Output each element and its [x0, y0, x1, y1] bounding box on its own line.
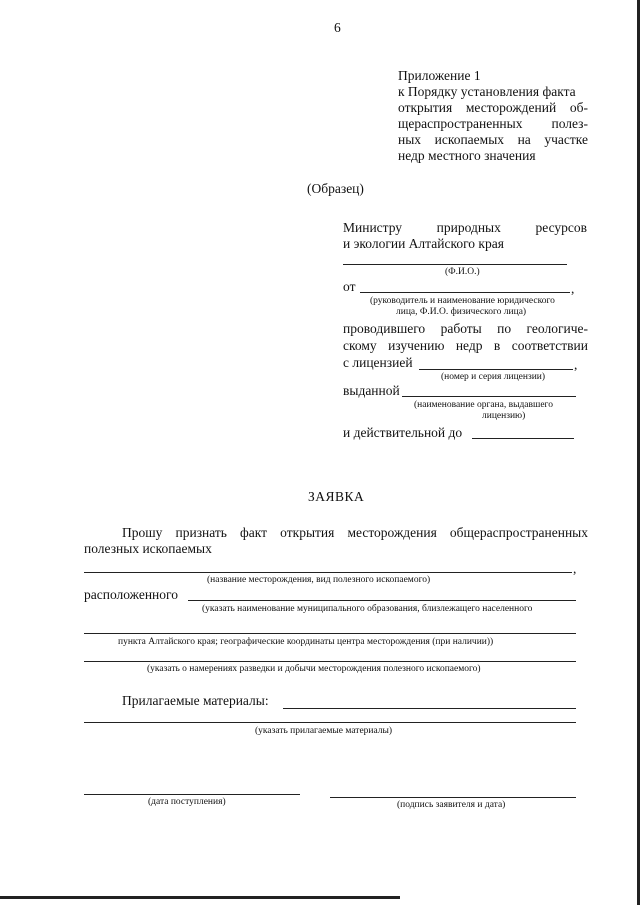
license-field-line: [419, 369, 573, 370]
from-caption: лица, Ф.И.О. физического лица): [396, 307, 527, 317]
appendix-title: Приложение 1: [398, 68, 481, 83]
issued-caption: лицензию): [482, 411, 526, 421]
materials-caption: (указать прилагаемые материалы): [255, 726, 393, 736]
license-label: с лицензией: [343, 355, 413, 370]
issued-field-line: [402, 396, 576, 397]
from-label: от: [343, 279, 356, 294]
materials-field-line-2: [84, 722, 576, 723]
deposit-name-caption: (название месторождения, вид полезного ископаемого): [207, 575, 431, 585]
materials-field-line-1: [283, 708, 576, 709]
appendix-line: недр местного значения: [398, 148, 536, 163]
from-caption: (руководитель и наименование юридического: [370, 296, 555, 306]
addressee-line-2: и экологии Алтайского края: [343, 236, 504, 251]
signature-caption: (подпись заявителя и дата): [397, 800, 506, 810]
addressee-word: Министру: [343, 220, 403, 235]
deposit-name-line: [84, 572, 572, 573]
geo-line: скому изучению недр в соответствии: [343, 338, 588, 353]
scan-edge-bottom: [0, 896, 400, 899]
appendix-line: щераспространенных полез-: [398, 116, 588, 131]
signature-field-line: [330, 797, 576, 798]
license-caption: (номер и серия лицензии): [441, 372, 546, 382]
appendix-block: [398, 68, 588, 164]
located-field-line: [188, 600, 576, 601]
geo-line: проводившего работы по геологиче-: [343, 321, 588, 336]
from-comma: ,: [571, 281, 575, 296]
fio-caption: (Ф.И.О.): [445, 267, 480, 277]
issued-caption: (наименование органа, выдавшего: [414, 400, 553, 410]
license-comma: ,: [574, 357, 578, 372]
valid-field-line: [472, 438, 574, 439]
date-field-line: [84, 794, 300, 795]
intent-caption: (указать о намерениях разведки и добычи месторождения полезного ископаемого): [147, 664, 481, 674]
addressee-line-1: [343, 220, 587, 236]
point-field-line: [84, 633, 576, 634]
from-field-line: [360, 292, 570, 293]
materials-label: Прилагаемые материалы:: [122, 693, 269, 708]
appendix-line: ных ископаемых на участке: [398, 132, 588, 147]
issued-label: выданной: [343, 383, 400, 398]
addressee-word: природных: [436, 220, 501, 235]
date-caption: (дата поступления): [148, 797, 226, 807]
point-caption: пункта Алтайского края; географические координаты центра месторождения (при наличии)): [118, 637, 494, 647]
located-label: расположенного: [84, 587, 178, 602]
deposit-name-comma: ,: [573, 561, 577, 576]
document-heading: ЗАЯВКА: [308, 489, 365, 504]
appendix-line: к Порядку установления факта: [398, 84, 576, 99]
request-paragraph: полезных ископаемых: [84, 541, 212, 556]
sample-label: (Образец): [307, 181, 364, 196]
addressee-word: ресурсов: [535, 220, 587, 235]
valid-label: и действительной до: [343, 425, 463, 440]
request-paragraph: Прошу признать факт открытия месторождения общераспространенных: [122, 525, 588, 540]
intent-field-line: [84, 661, 576, 662]
located-caption: (указать наименование муниципального образования, близлежащего населенного: [202, 604, 533, 614]
appendix-line: открытия месторождений об-: [398, 100, 588, 115]
fio-field-line: [343, 264, 567, 265]
page-number: 6: [334, 20, 341, 35]
